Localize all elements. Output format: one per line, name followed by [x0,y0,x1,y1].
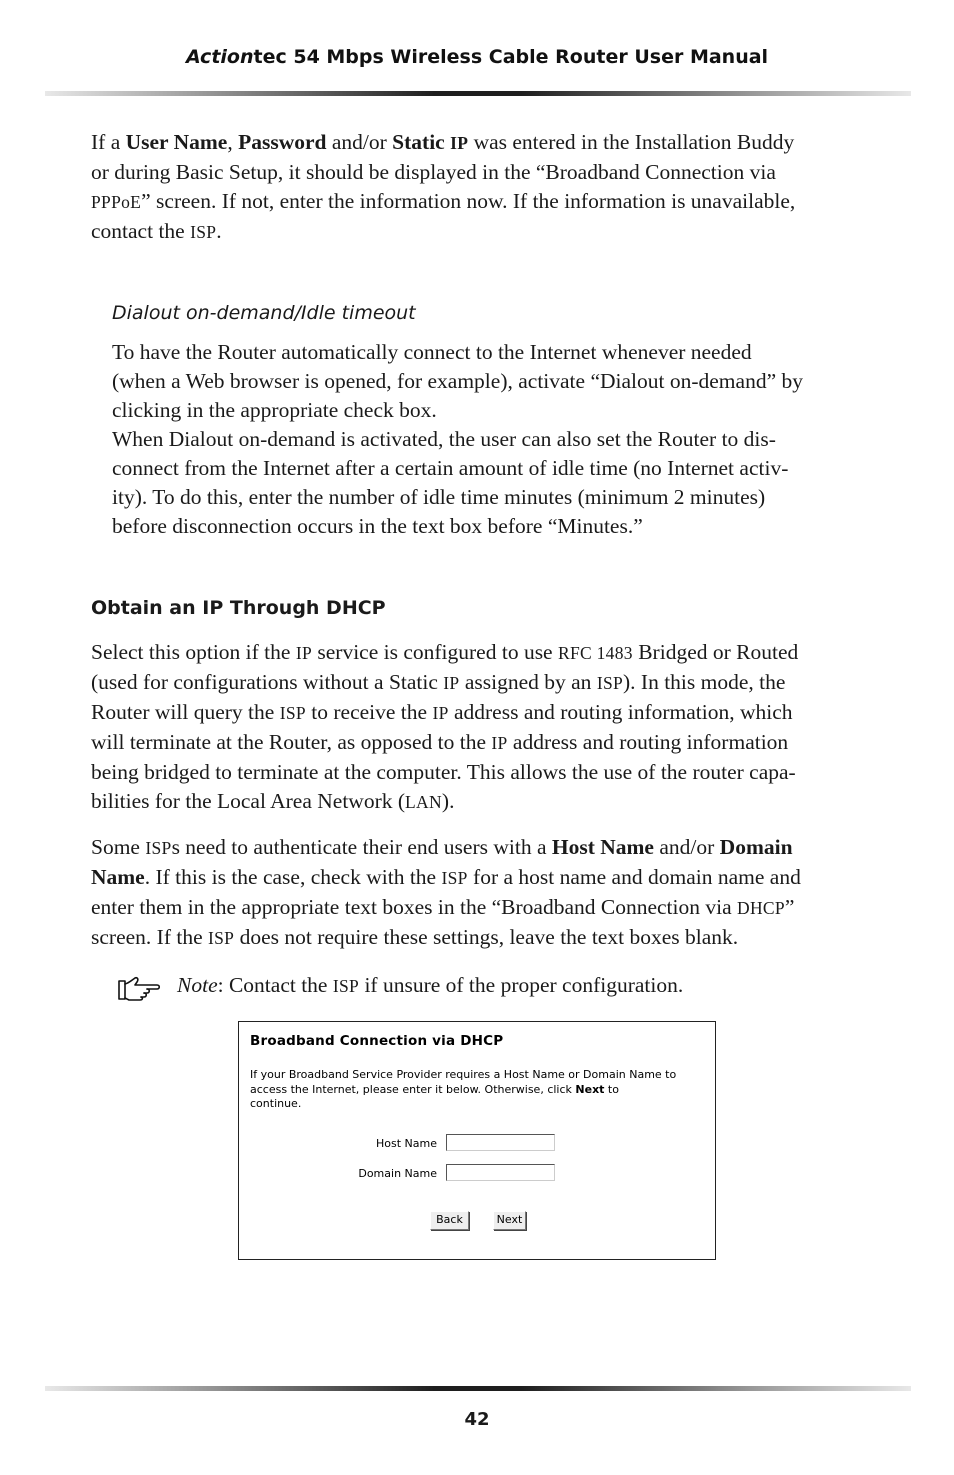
header-brand-italic: Action [185,46,254,68]
dialout-line: (when a Web browser is opened, for example), activate “Dialout on-demand” by [112,369,803,393]
footer-rule [45,1386,911,1391]
dhcp-p1-line-5: being bridged to terminate at the computer. This allows the use of the router capa- [91,760,796,784]
domain-name-input[interactable] [446,1164,555,1181]
back-button[interactable]: Back [430,1211,469,1230]
dialout-line: ity). To do this, enter the number of idle time minutes (minimum 2 minutes) [112,485,766,509]
dialout-paragraph [112,338,902,541]
note-text: Note: Contact the ISP if unsure of the proper configuration. [177,973,684,997]
dialout-line: To have the Router automatically connect to the Internet whenever needed [112,340,752,364]
pointing-hand-icon [117,975,165,1006]
intro-paragraph [91,128,891,247]
host-name-input[interactable] [446,1134,555,1151]
intro-line-3: PPPoE” screen. If not, enter the information now. If the information is unavailable, [91,189,796,213]
dialout-line: When Dialout on-demand is activated, the user can also set the Router to dis- [112,427,776,451]
intro-line-2: or during Basic Setup, it should be displayed in the “Broadband Connection via [91,160,776,184]
dhcp-p1-line-2: (used for configurations without a Static IP assigned by an ISP). In this mode, the [91,670,786,694]
dialout-heading: Dialout on-demand/Idle timeout [112,302,416,324]
dialout-line: connect from the Internet after a certain amount of idle time (no Internet activ- [112,456,789,480]
dhcp-p2-line-1: Some ISPs need to authenticate their end users with a Host Name and/or Domain [91,835,793,859]
dhcp-settings-screenshot [238,1021,716,1260]
dhcp-p2-line-2: Name. If this is the case, check with the ISP for a host name and domain name and [91,865,801,889]
dhcp-p1-line-3: Router will query the ISP to receive the IP address and routing information, which [91,700,793,724]
domain-name-label: Domain Name [358,1167,437,1180]
host-name-label: Host Name [376,1137,437,1150]
running-header [0,46,954,68]
header-title-rest: tec 54 Mbps Wireless Cable Router User Manual [253,46,769,68]
page-number: 42 [464,1409,490,1430]
dhcp-paragraph-2 [91,833,911,953]
dhcp-p1-line-6: bilities for the Local Area Network (LAN). [91,789,455,813]
next-button[interactable]: Next [493,1211,526,1230]
intro-line-1: If a User Name, Password and/or Static IP was entered in the Installation Buddy [91,130,795,154]
dhcp-p1-line-1: Select this option if the IP service is configured to use RFC 1483 Bridged or Routed [91,640,799,664]
dhcp-p1-line-4: will terminate at the Router, as opposed to the IP address and routing information [91,730,789,754]
dhcp-p2-line-3: enter them in the appropriate text boxes in the “Broadband Connection via DHCP” [91,895,795,919]
dhcp-paragraph-1 [91,638,901,817]
note-label: Note [177,973,218,997]
dhcp-heading: Obtain an IP Through DHCP [91,597,386,619]
header-rule [45,91,911,96]
dialout-line: before disconnection occurs in the text box before “Minutes.” [112,514,643,538]
panel-title: Broadband Connection via DHCP [250,1033,504,1049]
dhcp-p2-line-4: screen. If the ISP does not require these settings, leave the text boxes blank. [91,925,739,949]
panel-description: If your Broadband Service Provider requires a Host Name or Domain Name to access the Internet, please enter it below. Otherwise, click Next to continue. [250,1068,677,1110]
dialout-line: clicking in the appropriate check box. [112,398,437,422]
intro-line-4: contact the ISP. [91,219,222,243]
